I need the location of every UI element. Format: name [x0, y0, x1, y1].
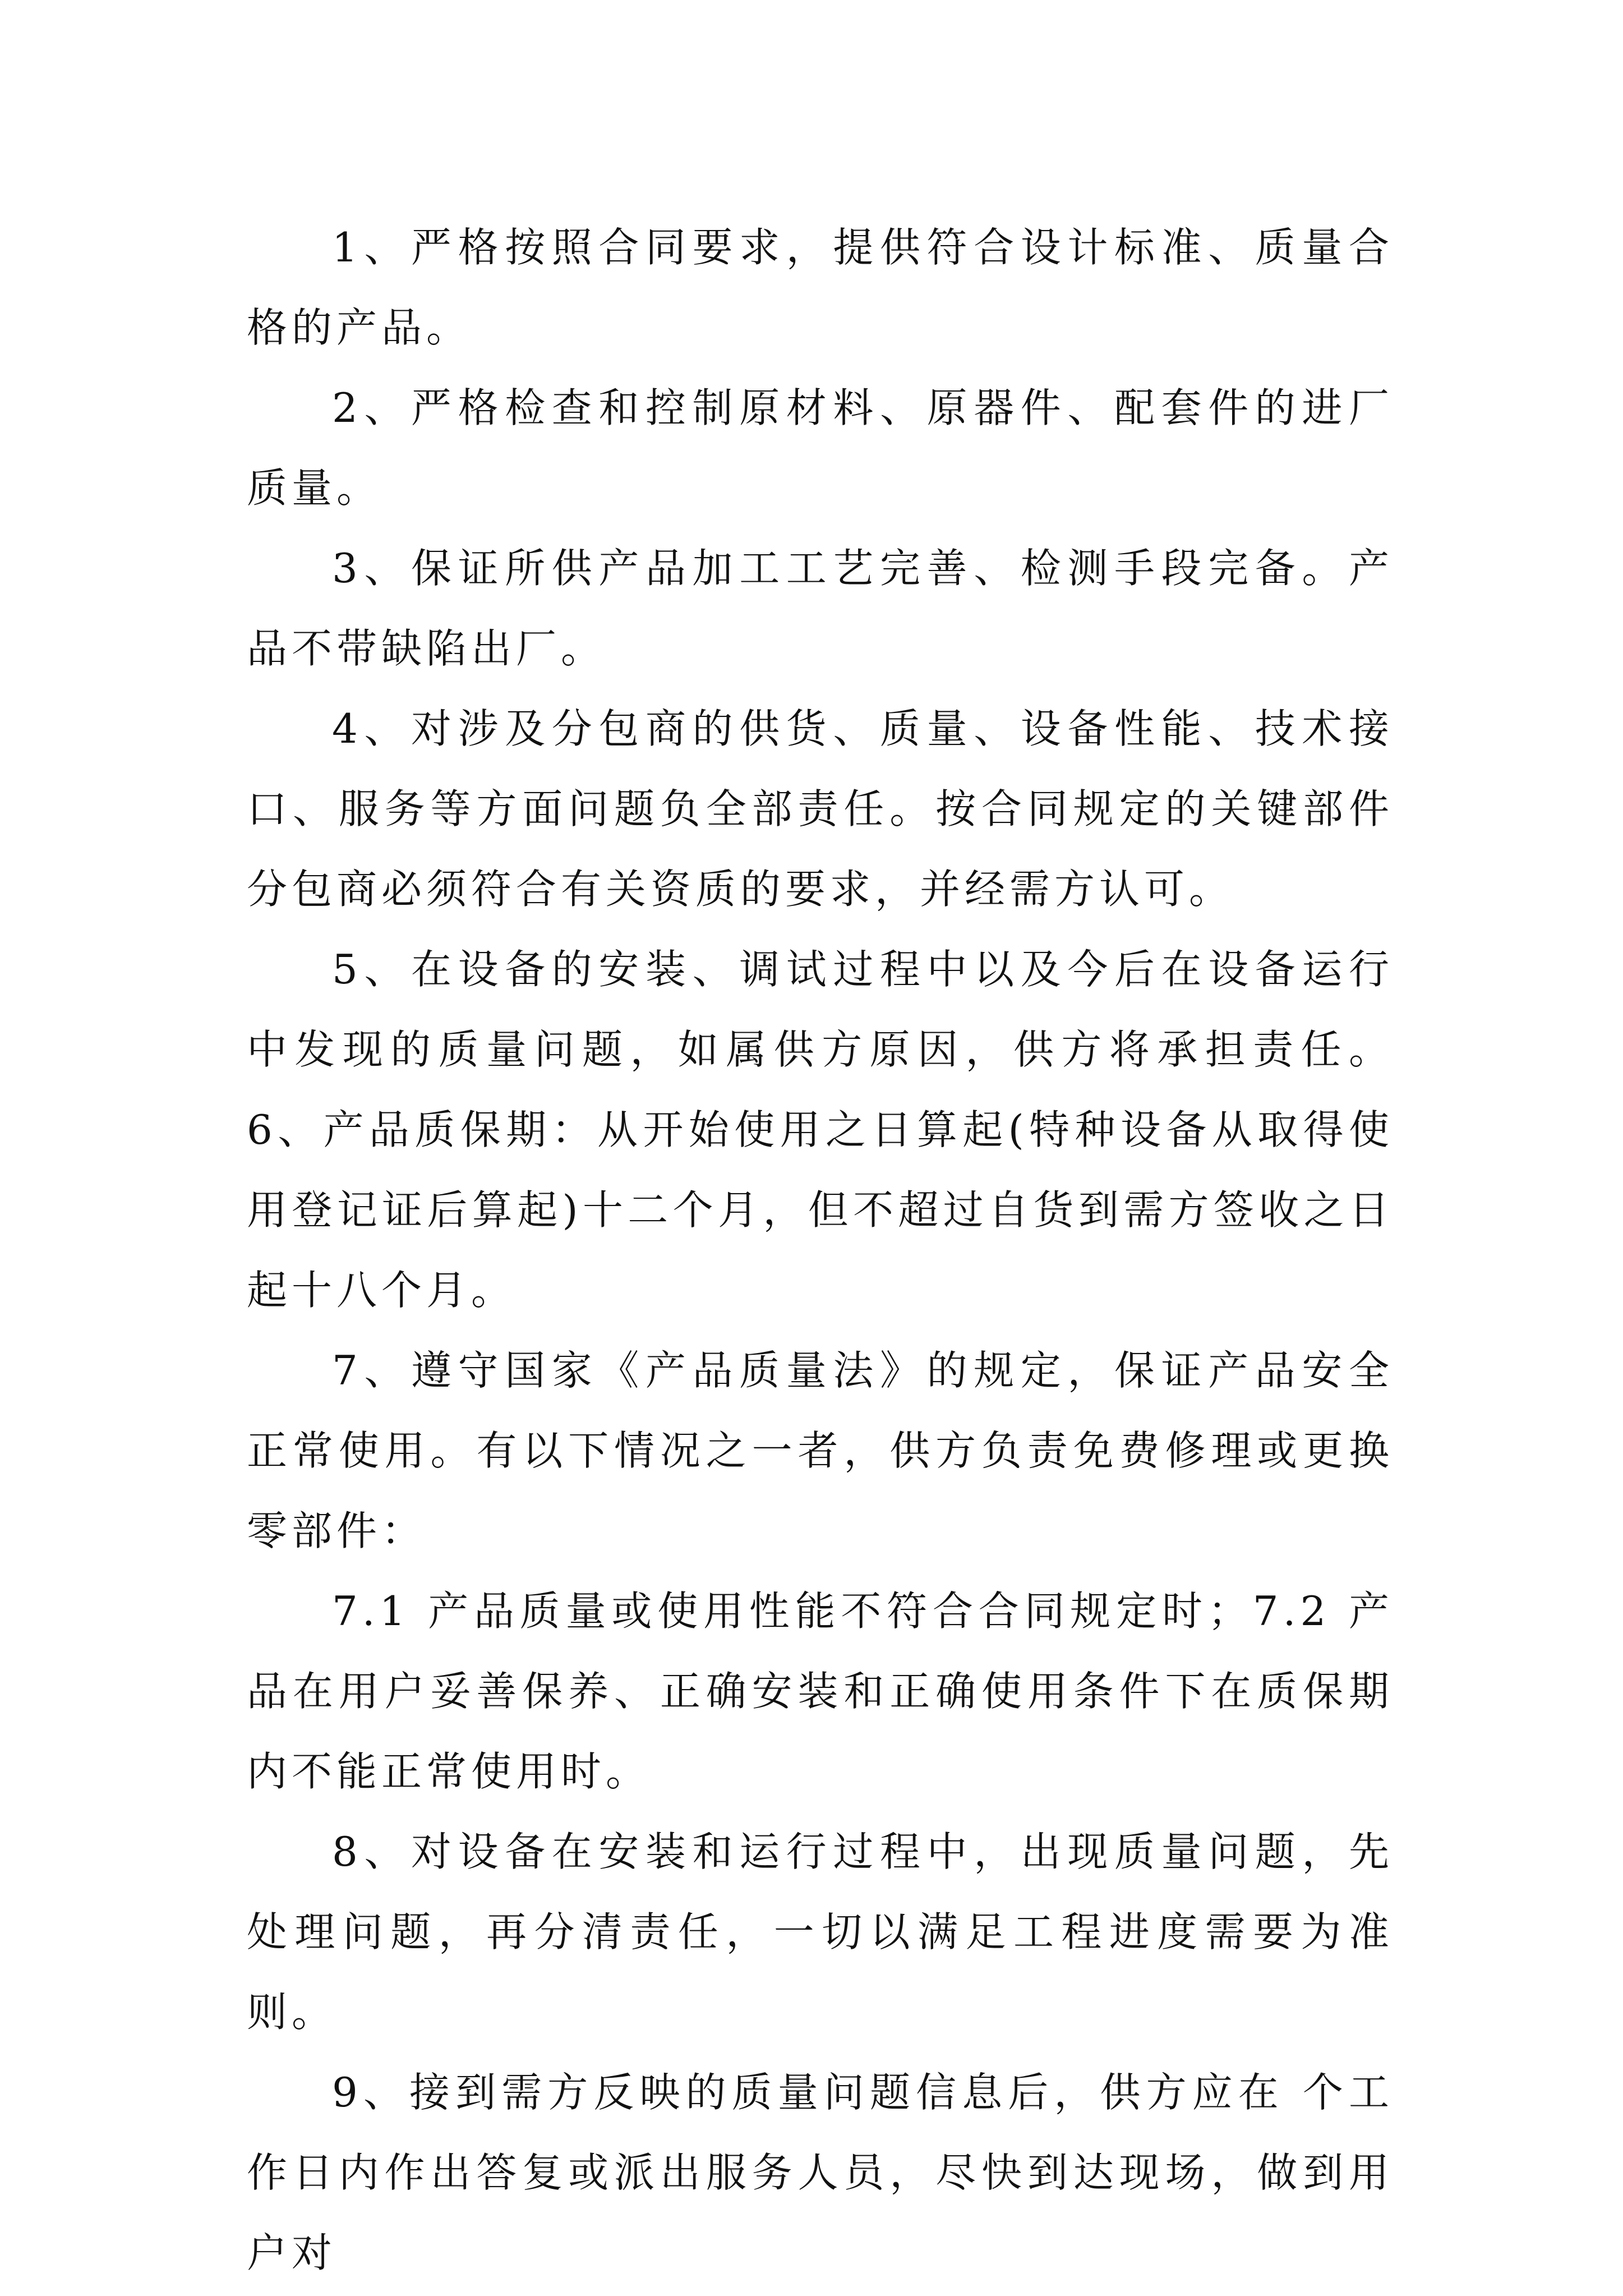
paragraph-9: 9、接到需方反映的质量问题信息后，供方应在 个工作日内作出答复或派出服务人员，尽快到达现场，做到用户对 — [247, 2069, 1394, 2276]
paragraph-8: 8、对设备在安装和运行过程中，出现质量问题，先处理问题，再分清责任，一切以满足工程进度需要为准则。 — [247, 1828, 1394, 2036]
paragraph-3: 3、保证所供产品加工工艺完善、检测手段完备。产品不带缺陷出厂。 — [247, 545, 1394, 672]
paragraph-1: 1、严格按照合同要求，提供符合设计标准、质量合格的产品。 — [247, 224, 1394, 351]
paragraph-2: 2、严格检查和控制原材料、原器件、配套件的进厂质量。 — [247, 384, 1394, 512]
document-body — [247, 208, 1394, 2293]
paragraph-4: 4、对涉及分包商的供货、质量、设备性能、技术接口、服务等方面问题负全部责任。按合同规定的关键部件分包商必须符合有关资质的要求，并经需方认可。 — [247, 705, 1394, 913]
paragraph-7-1-7-2: 7.1 产品质量或使用性能不符合合同规定时；7.2 产品在用户妥善保养、正确安装和正确使用条件下在质保期内不能正常使用时。 — [247, 1588, 1394, 1795]
paragraph-5-6: 5、在设备的安装、调试过程中以及今后在设备运行中发现的质量问题，如属供方原因，供方将承担责任。 6、产品质保期：从开始使用之日算起(特种设备从取得使用登记证后算起)十二个月，但不超过自货到需方签收之日起十八个月。 — [247, 946, 1394, 1314]
paragraph-7: 7、遵守国家《产品质量法》的规定，保证产品安全正常使用。有以下情况之一者，供方负责免费修理或更换零部件： — [247, 1347, 1394, 1554]
